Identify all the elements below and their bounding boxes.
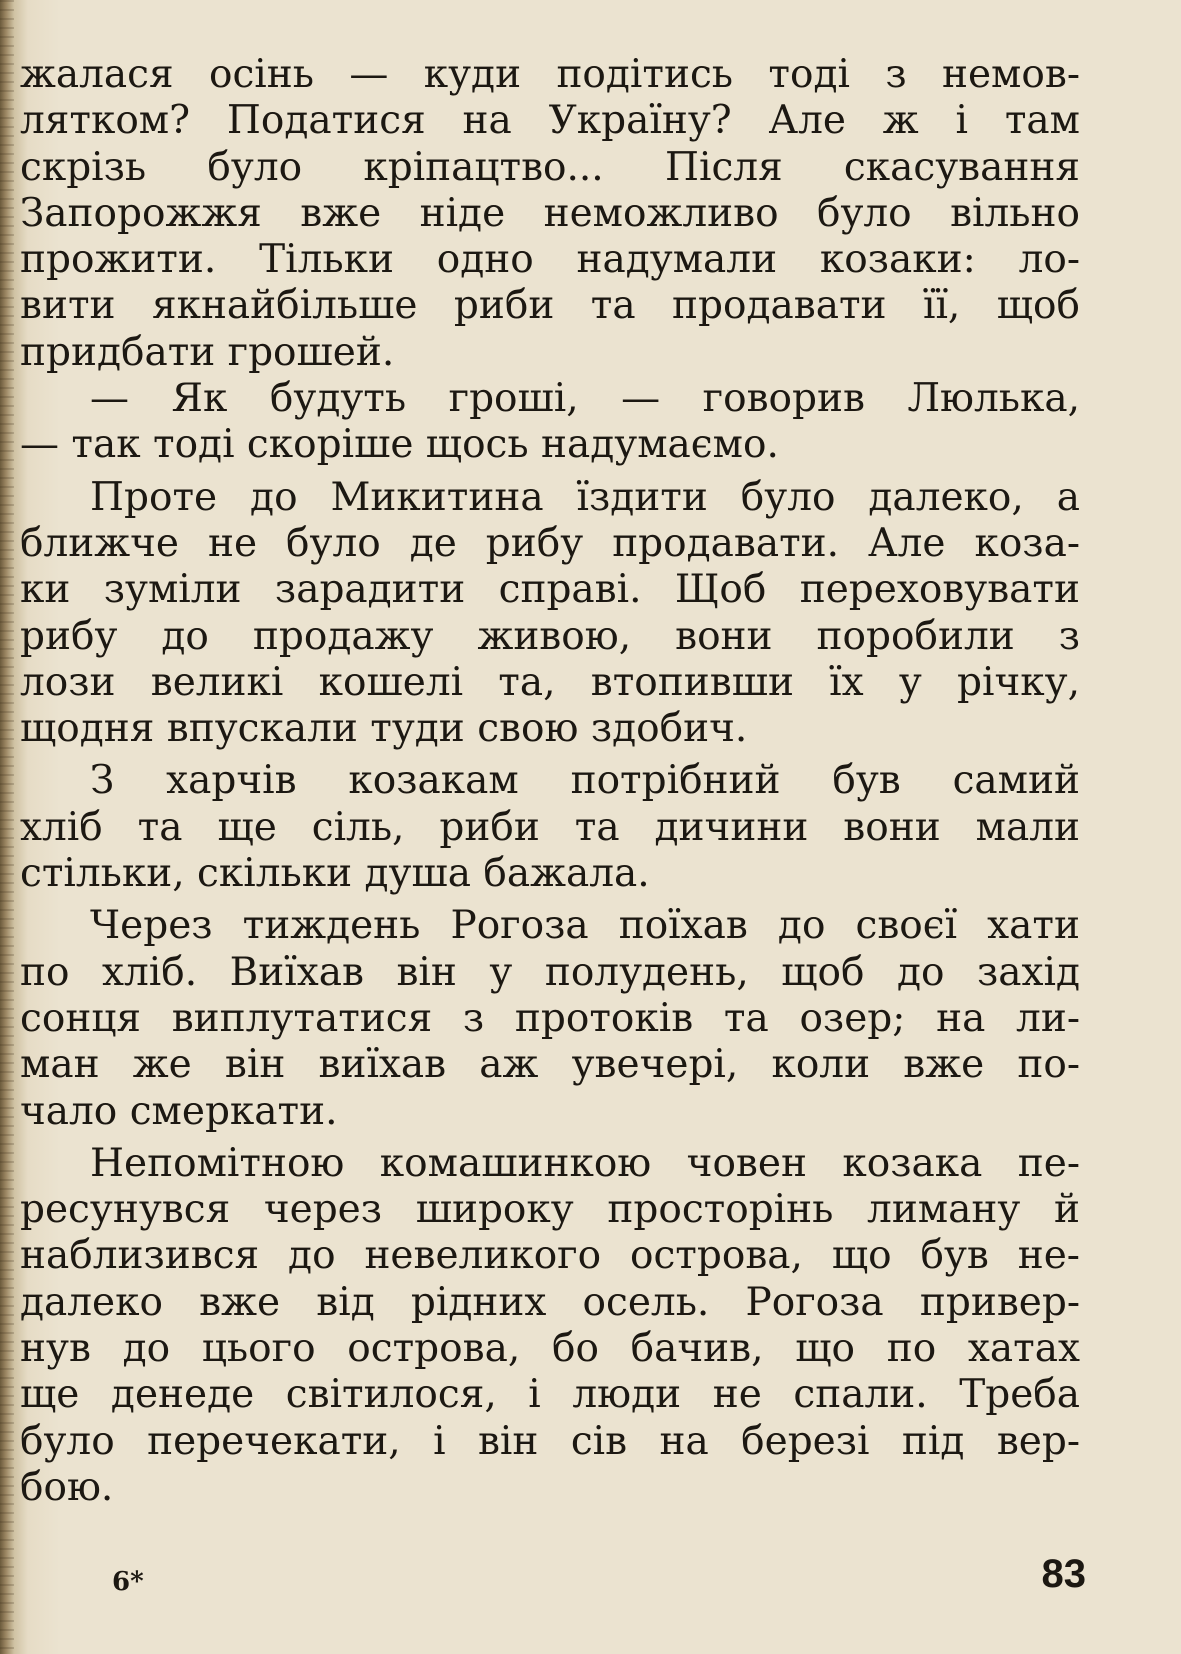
page-body-text [20,52,1080,1511]
text-line: вити якнайбільше риби та продавати її, щоб [20,283,1080,329]
text-line: З харчів козакам потрібний був самий [90,758,1080,804]
book-spine-edge [0,0,14,1654]
text-line: скрізь було кріпацтво... Після скасування [20,144,1080,190]
text-line: було перечекати, і він сів на березі під вер- [20,1418,1080,1464]
text-line: лози великі кошелі та, втопивши їх у річку, [20,659,1080,705]
text-line: бою. [20,1464,114,1510]
text-line: наблизився до невеликого острова, що був не- [20,1233,1080,1279]
text-line: чало смеркати. [20,1088,338,1134]
text-line: стільки, скільки душа бажала. [20,851,650,897]
text-line: — так тоді скоріше щось надумаємо. [20,422,779,468]
text-line: жалася осінь — куди подітись тоді з немов- [20,52,1080,97]
text-line: лятком? Податися на Україну? Але ж і там [20,98,1080,144]
text-line: придбати грошей. [20,329,395,375]
signature-mark: 6* [112,1567,144,1597]
text-line: хліб та ще сіль, риби та дичини вони мали [20,804,1080,850]
text-line: Непомітною комашинкою човен козака пе- [90,1140,1080,1186]
text-line: ресунувся через широку просторінь лиману й [20,1187,1080,1233]
text-line: нув до цього острова, бо бачив, що по хатах [20,1326,1080,1372]
text-line: Запорожжя вже ніде неможливо було вільно [20,190,1080,236]
text-line: Через тиждень Рогоза поїхав до своєї хати [90,903,1080,949]
text-line: ближче не було де рибу продавати. Але коза- [20,520,1080,566]
text-line: щодня впускали туди свою здобич. [20,706,748,752]
text-line: далеко вже від рідних осель. Рогоза привер- [20,1279,1080,1325]
page-number: 83 [1041,1552,1086,1596]
text-line: — Як будуть гроші, — говорив Люлька, [90,376,1080,422]
text-line: ще денеде світилося, і люди не спали. Треба [20,1372,1080,1418]
text-line: рибу до продажу живою, вони поробили з [20,613,1080,659]
text-line: прожити. Тільки одно надумали козаки: ло- [20,237,1080,283]
text-line: Проте до Микитина їздити було далеко, а [90,474,1080,520]
text-line: ки зуміли зарадити справі. Щоб переховувати [20,567,1080,613]
text-line: сонця виплутатися з протоків та озер; на ли- [20,995,1080,1041]
text-line: ман же він виїхав аж увечері, коли вже по- [20,1042,1080,1088]
text-line: по хліб. Виїхав він у полудень, щоб до захід [20,949,1080,995]
